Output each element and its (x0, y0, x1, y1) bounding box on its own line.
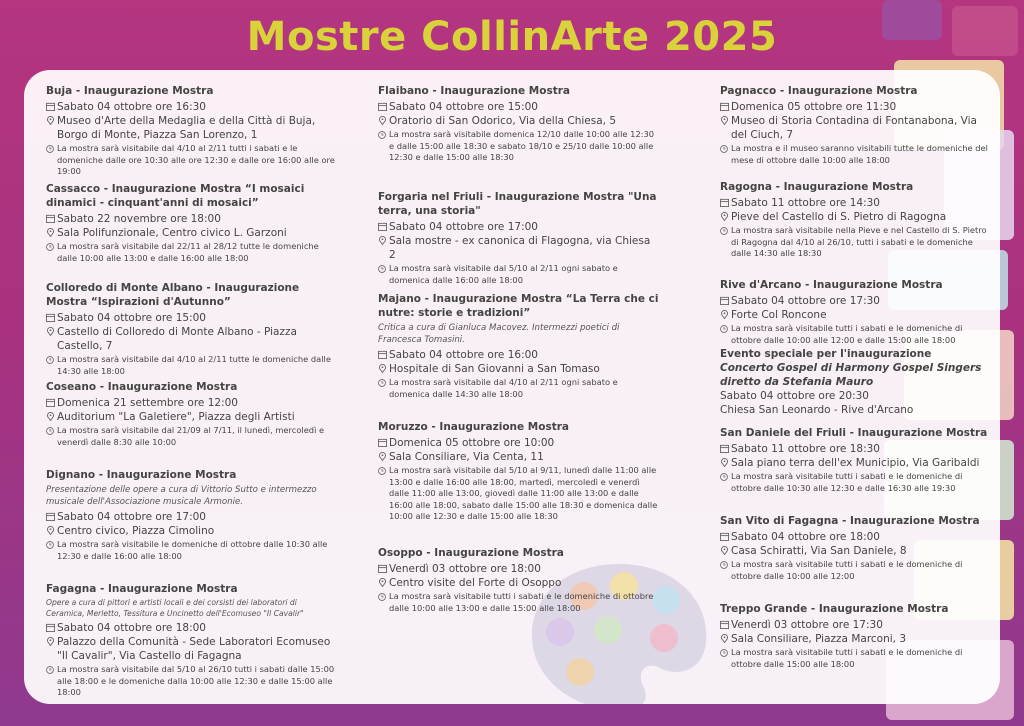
event-date: Sabato 04 ottobre ore 17:00 (378, 220, 660, 234)
event-place: Castello di Colloredo di Monte Albano - Piazza Castello, 7 (46, 325, 336, 353)
clock-icon (720, 473, 728, 481)
event-date: Sabato 04 ottobre ore 15:00 (46, 311, 336, 325)
event-date: Sabato 04 ottobre ore 17:00 (46, 510, 336, 524)
event-rive-d-arcano (720, 278, 988, 417)
event-place: Sala piano terra dell'ex Municipio, Via Garibaldi (720, 456, 988, 470)
event-date: Sabato 11 ottobre ore 18:30 (720, 442, 988, 456)
event-place: Museo d'Arte della Medaglia e della Città di Buja, Borgo di Monte, Piazza San Lorenzo, 1 (46, 114, 336, 142)
event-place: Sala Polifunzionale, Centro civico L. Garzoni (46, 226, 336, 240)
event-hours: La mostra e il museo saranno visitabili tutte le domeniche del mese di ottobre dalle 10:00 alle 18:00 (720, 143, 988, 166)
clock-icon (720, 649, 728, 657)
event-date: Sabato 11 ottobre ore 14:30 (720, 196, 988, 210)
event-hours: La mostra sarà visitabile dal 5/10 al 9/11, lunedì dalle 11:00 alle 13:00 e dalle 16:00 alle 18:00, martedì, mercoledì e venerdì dalle 11:00 alle 13:00, giovedì dalle 11:00 alle 13:00 e dalle 16:00 alle 18:00, sabato dalle 15:00 alle 18:30 e domenica dalle 10:00 alle 12:30 e dalle 15:00 alle 18:30 (378, 465, 660, 523)
clock-icon (46, 666, 54, 674)
location-pin-icon (46, 228, 55, 237)
event-buja (46, 84, 336, 178)
event-date: Domenica 21 settembre ore 12:00 (46, 396, 336, 410)
event-subtitle: Presentazione delle opere a cura di Vittorio Sutto e intermezzo musicale dell'Associazione musicale Armonie. (46, 485, 317, 507)
event-title: Colloredo di Monte Albano - Inaugurazione Mostra “Ispirazioni d'Autunno” (46, 282, 300, 308)
event-cassacco (46, 182, 336, 264)
clock-icon (378, 131, 386, 139)
location-pin-icon (720, 546, 729, 555)
location-pin-icon (720, 310, 729, 319)
event-date: Venerdì 03 ottobre ore 17:30 (720, 618, 988, 632)
event-place: Casa Schiratti, Via San Daniele, 8 (720, 544, 988, 558)
event-title: Buja - Inaugurazione Mostra (46, 85, 214, 97)
event-title: Cassacco - Inaugurazione Mostra “I mosaici dinamici - cinquant'anni di mosaici” (46, 183, 305, 209)
clock-icon (720, 145, 728, 153)
calendar-icon (46, 623, 55, 632)
calendar-icon (720, 444, 729, 453)
calendar-icon (720, 296, 729, 305)
special-event-place: Chiesa San Leonardo - Rive d'Arcano (720, 404, 914, 416)
location-pin-icon (378, 116, 387, 125)
calendar-icon (46, 313, 55, 322)
event-flaibano (378, 84, 660, 164)
event-hours: La mostra sarà visitabile tutti i sabati e le domeniche di ottobre dalle 10:00 alle 12:00 (720, 559, 988, 582)
page-title: Mostre CollinArte 2025 (246, 14, 778, 60)
event-subtitle: Critica a cura di Gianluca Macovez. Intermezzi poetici di Francesca Tomasini. (378, 323, 620, 345)
event-colloredo (46, 281, 336, 377)
event-place: Sala Consiliare, Piazza Marconi, 3 (720, 632, 988, 646)
event-place: Pieve del Castello di S. Pietro di Ragogna (720, 210, 988, 224)
calendar-icon (378, 564, 387, 573)
calendar-icon (46, 512, 55, 521)
location-pin-icon (378, 452, 387, 461)
event-hours: La mostra sarà visitabile nella Pieve e nel Castello di S. Pietro di Ragogna dal 4/10 al 26/10, tutti i sabati e le domeniche dalle 14:30 alle 18:30 (720, 225, 988, 260)
event-date: Domenica 05 ottobre ore 10:00 (378, 436, 660, 450)
event-coseano (46, 380, 336, 448)
location-pin-icon (46, 526, 55, 535)
event-place: Oratorio di San Odorico, Via della Chiesa, 5 (378, 114, 660, 128)
clock-icon (378, 379, 386, 387)
location-pin-icon (46, 412, 55, 421)
event-date: Sabato 04 ottobre ore 16:30 (46, 100, 336, 114)
event-san-daniele (720, 426, 988, 494)
event-fagagna (46, 582, 336, 699)
calendar-icon (46, 214, 55, 223)
event-title: Flaibano - Inaugurazione Mostra (378, 85, 570, 97)
calendar-icon (720, 198, 729, 207)
event-place: Hospitale di San Giovanni a San Tomaso (378, 362, 660, 376)
location-pin-icon (46, 327, 55, 336)
calendar-icon (378, 350, 387, 359)
event-place: Centro visite del Forte di Osoppo (378, 576, 660, 590)
clock-icon (720, 561, 728, 569)
event-date: Venerdì 03 ottobre ore 18:00 (378, 562, 660, 576)
location-pin-icon (378, 364, 387, 373)
event-san-vito (720, 514, 988, 582)
event-date: Sabato 04 ottobre ore 16:00 (378, 348, 660, 362)
event-title: Coseano - Inaugurazione Mostra (46, 381, 238, 393)
calendar-icon (46, 398, 55, 407)
event-title: Fagagna - Inaugurazione Mostra (46, 583, 238, 595)
event-place: Auditorium "La Galetiere", Piazza degli Artisti (46, 410, 336, 424)
event-hours: La mostra sarà visitabile dal 5/10 al 26/10 tutti i sabati dalle 15:00 alle 18:00 e le domeniche dalla 10:00 alle 12:30 e dalle 15:00 alle 18:00 (46, 664, 336, 699)
event-subtitle: Opere a cura di pittori e artisti locali e dei corsisti dei laboratori di Ceramica, Merletto, Tessitura e Uncinetto dell'Ecomuseo "Il Cavalir" (46, 598, 304, 618)
event-hours: La mostra sarà visitabile dal 4/10 al 2/11 tutti i sabati e le domeniche dalle ore 10:30 alle ore 12:30 e dalle ore 16:00 alle ore 19:00 (46, 143, 336, 178)
event-title: Ragogna - Inaugurazione Mostra (720, 181, 914, 193)
location-pin-icon (46, 637, 55, 646)
event-date: Sabato 04 ottobre ore 18:00 (46, 621, 336, 635)
calendar-icon (720, 532, 729, 541)
event-place: Sala Consiliare, Via Centa, 11 (378, 450, 660, 464)
event-title: San Vito di Fagagna - Inaugurazione Mostra (720, 515, 980, 527)
location-pin-icon (378, 236, 387, 245)
event-pagnacco (720, 84, 988, 166)
event-ragogna (720, 180, 988, 260)
event-hours: La mostra sarà visitabile dal 22/11 al 28/12 tutte le domeniche dalle 10:00 alle 13:00 e dalle 16:00 alle 18:00 (46, 241, 336, 264)
location-pin-icon (378, 578, 387, 587)
calendar-icon (720, 102, 729, 111)
event-date: Domenica 05 ottobre ore 11:30 (720, 100, 988, 114)
event-date: Sabato 04 ottobre ore 18:00 (720, 530, 988, 544)
clock-icon (378, 467, 386, 475)
event-hours: La mostra sarà visitabile dal 5/10 al 2/11 ogni sabato e domenica dalle 16:00 alle 18:00 (378, 263, 660, 286)
event-title: Forgaria nel Friuli - Inaugurazione Mostra "Una terra, una storia" (378, 191, 657, 217)
event-date: Sabato 04 ottobre ore 15:00 (378, 100, 660, 114)
event-hours: La mostra sarà visitabile le domeniche di ottobre dalle 10:30 alle 12:30 e dalle 16:00 alle 18:00 (46, 539, 336, 562)
event-moruzzo (378, 420, 660, 523)
event-place: Centro civico, Piazza Cimolino (46, 524, 336, 538)
calendar-icon (378, 438, 387, 447)
event-hours: La mostra sarà visitabile tutti i sabati e le domeniche di ottobre dalle 10:30 alle 12:30 e dalle 16:30 alle 19:30 (720, 471, 988, 494)
event-hours: La mostra sarà visitabile tutti i sabati e le domeniche di ottobre dalle 15:00 alle 18:00 (720, 647, 988, 670)
special-event-title: Evento speciale per l'inaugurazione Concerto Gospel di Harmony Gospel Singers diretto da Stefania Mauro (720, 348, 982, 388)
event-place: Forte Col Roncone (720, 308, 988, 322)
clock-icon (378, 265, 386, 273)
event-treppo-grande (720, 602, 988, 670)
event-date: Sabato 22 novembre ore 18:00 (46, 212, 336, 226)
event-title: Rive d'Arcano - Inaugurazione Mostra (720, 279, 943, 291)
special-event-date: Sabato 04 ottobre ore 20:30 (720, 390, 869, 402)
calendar-icon (720, 620, 729, 629)
event-title: Dignano - Inaugurazione Mostra (46, 469, 237, 481)
clock-icon (720, 227, 728, 235)
clock-icon (46, 145, 54, 153)
event-hours: La mostra sarà visitabile tutti i sabati e le domeniche di ottobre dalle 10:00 alle 13:00 e dalle 15:00 alle 18:00 (378, 591, 660, 614)
event-hours: La mostra sarà visitabile dal 21/09 al 7/11, il lunedì, mercoledì e venerdì dalle 8:30 alle 10:00 (46, 425, 336, 448)
clock-icon (46, 243, 54, 251)
event-date: Sabato 04 ottobre ore 17:30 (720, 294, 988, 308)
location-pin-icon (720, 634, 729, 643)
event-title: Treppo Grande - Inaugurazione Mostra (720, 603, 949, 615)
location-pin-icon (720, 116, 729, 125)
event-title: Osoppo - Inaugurazione Mostra (378, 547, 564, 559)
event-place: Palazzo della Comunità - Sede Laboratori Ecomuseo "Il Cavalir", Via Castello di Fagagna (46, 635, 336, 663)
event-hours: La mostra sarà visitabile domenica 12/10 dalle 10:00 alle 12:30 e dalle 15:00 alle 18:30 e sabato 18/10 e 25/10 dalle 10:00 alle 12:30 e dalle 15:00 alle 18:30 (378, 129, 660, 164)
event-title: Pagnacco - Inaugurazione Mostra (720, 85, 918, 97)
location-pin-icon (46, 116, 55, 125)
event-title: Majano - Inaugurazione Mostra “La Terra che ci nutre: storie e tradizioni” (378, 293, 659, 319)
event-place: Museo di Storia Contadina di Fontanabona, Via del Ciuch, 7 (720, 114, 988, 142)
clock-icon (46, 541, 54, 549)
location-pin-icon (720, 458, 729, 467)
event-hours: La mostra sarà visitabile dal 4/10 al 2/11 tutte le domeniche dalle 14:30 alle 18:00 (46, 354, 336, 377)
event-dignano (46, 468, 336, 562)
calendar-icon (378, 102, 387, 111)
event-title: San Daniele del Friuli - Inaugurazione Mostra (720, 427, 988, 439)
event-majano (378, 292, 660, 400)
event-osoppo (378, 546, 660, 614)
clock-icon (46, 427, 54, 435)
clock-icon (378, 593, 386, 601)
event-forgaria (378, 190, 660, 286)
event-hours: La mostra sarà visitabile tutti i sabati e le domeniche di ottobre dalle 10:00 alle 12:00 e dalle 15:00 alle 18:00 (720, 323, 988, 346)
clock-icon (720, 325, 728, 333)
events-card (24, 70, 1000, 704)
calendar-icon (378, 222, 387, 231)
calendar-icon (46, 102, 55, 111)
event-place: Sala mostre - ex canonica di Flagogna, via Chiesa 2 (378, 234, 660, 262)
clock-icon (46, 356, 54, 364)
event-title: Moruzzo - Inaugurazione Mostra (378, 421, 569, 433)
location-pin-icon (720, 212, 729, 221)
event-hours: La mostra sarà visitabile dal 4/10 al 2/11 ogni sabato e domenica dalle 14:30 alle 18:00 (378, 377, 660, 400)
